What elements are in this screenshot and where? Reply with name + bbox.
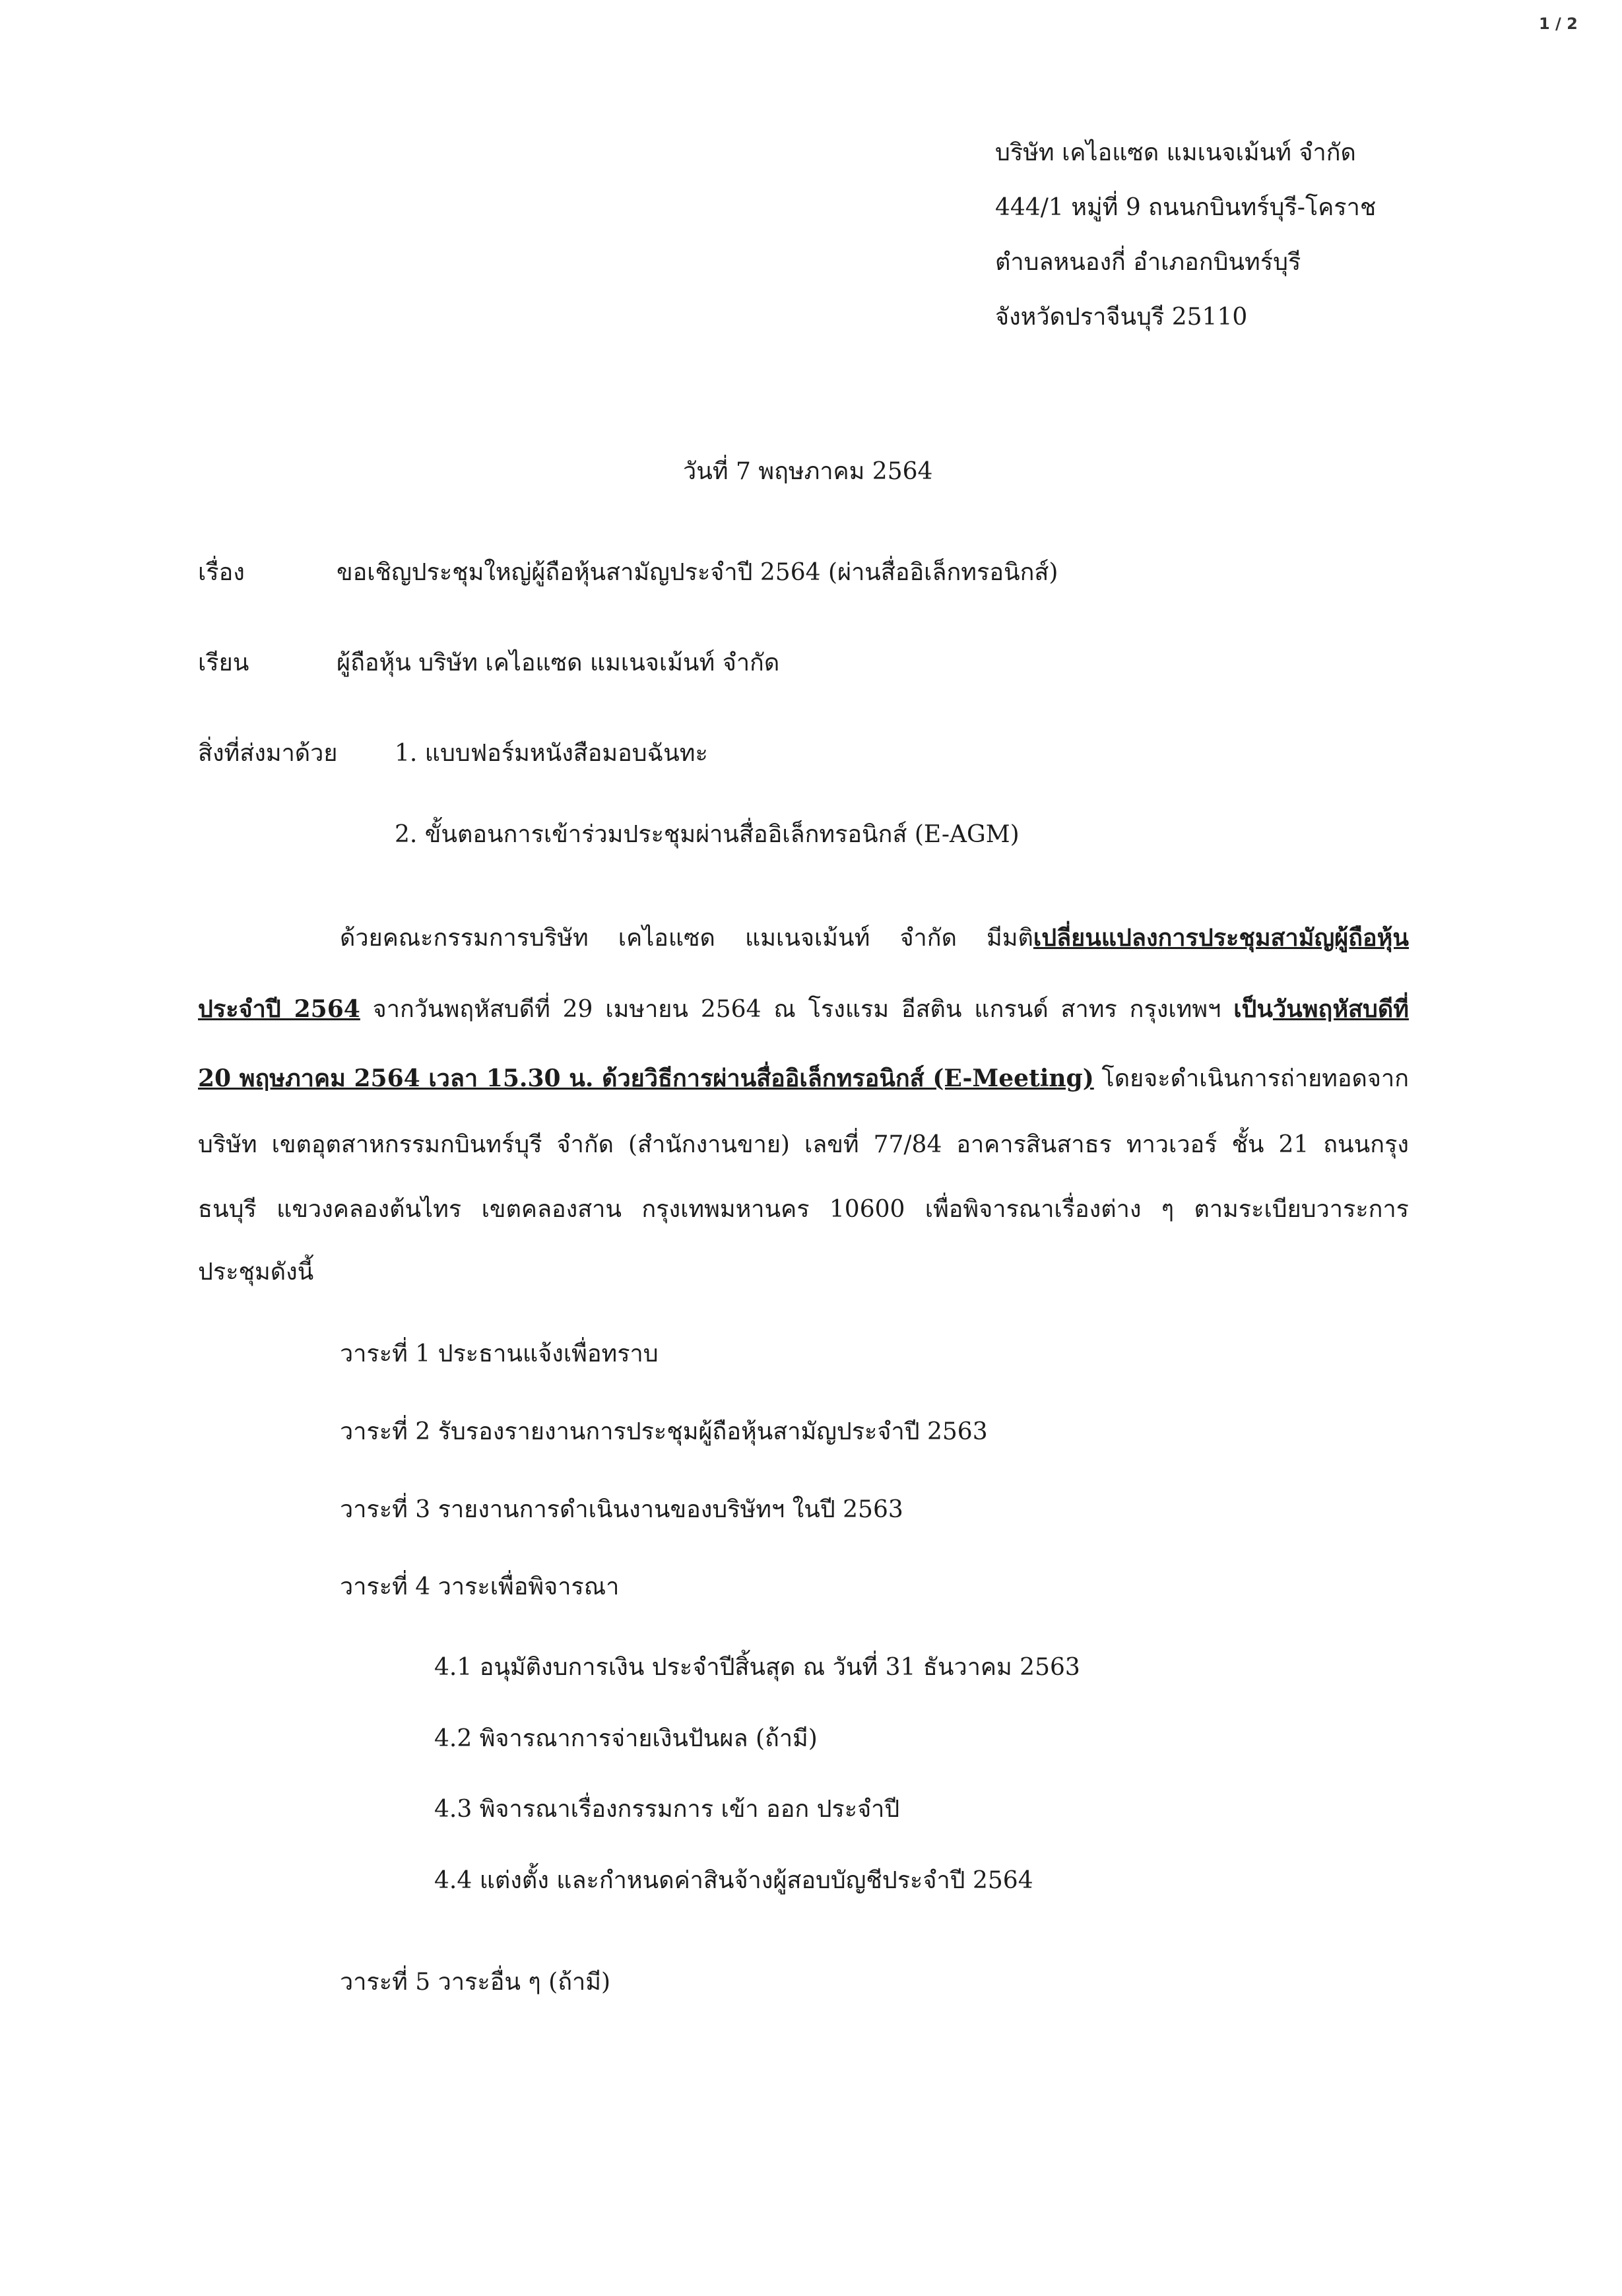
subject-label: เรื่อง: [198, 559, 245, 586]
agenda-subitem-4-1: 4.1 อนุมัติงบการเงิน ประจำปีสิ้นสุด ณ วันที่ 31 ธันวาคม 2563: [434, 1654, 1080, 1681]
body-text: โดยจะดำเนินการถ่ายทอดจาก: [1093, 1065, 1410, 1092]
agenda-subitem-4-3: 4.3 พิจารณาเรื่องกรรมการ เข้า ออก ประจำปี: [434, 1796, 900, 1823]
body-text: จากวันพฤหัสบดีที่ 29 เมษายน 2564 ณ โรงแรม อีสติน แกรนด์ สาทร กรุงเทพฯ: [360, 996, 1234, 1023]
agenda-item-1: วาระที่ 1 ประธานแจ้งเพื่อทราบ: [340, 1340, 659, 1367]
body-emphasis: เป็น: [1233, 995, 1273, 1023]
body-emphasis: วันพฤหัสบดีที่: [1272, 995, 1409, 1023]
enclosure-item: 2. ขั้นตอนการเข้าร่วมประชุมผ่านสื่ออิเล็กทรอนิกส์ (E-AGM): [395, 821, 1020, 848]
enclosures-label: สิ่งที่ส่งมาด้วย: [198, 740, 338, 767]
body-line-1: [340, 919, 1409, 956]
company-name: บริษัท เคไอแซด แมเนจเม้นท์ จำกัด: [995, 139, 1356, 166]
body-emphasis: 20 พฤษภาคม 2564 เวลา 15.30 น. ด้วยวิธีการผ่านสื่ออิเล็กทรอนิกส์ (E-Meeting): [198, 1065, 1094, 1092]
agenda-item-4: วาระที่ 4 วาระเพื่อพิจารณา: [340, 1573, 620, 1600]
agenda-item-2: วาระที่ 2 รับรองรายงานการประชุมผู้ถือหุ้นสามัญประจำปี 2563: [340, 1418, 988, 1445]
body-emphasis: เปลี่ยนแปลงการประชุมสามัญผู้ถือหุ้น: [1033, 924, 1409, 952]
body-line-6: ประชุมดังนี้: [198, 1259, 314, 1286]
enclosure-item: 1. แบบฟอร์มหนังสือมอบฉันทะ: [395, 740, 708, 767]
agenda-item-3: วาระที่ 3 รายงานการดำเนินงานของบริษัทฯ ในปี 2563: [340, 1496, 903, 1523]
body-text: ด้วยคณะกรรมการบริษัท เคไอแซด แมเนจเม้นท์ จำกัด มีมติ: [340, 925, 1033, 952]
page-number: 1 / 2: [1539, 15, 1578, 33]
agenda-item-5: วาระที่ 5 วาระอื่น ๆ (ถ้ามี): [340, 1969, 611, 1996]
body-line-2: [198, 990, 1409, 1028]
subject-text: ขอเชิญประชุมใหญ่ผู้ถือหุ้นสามัญประจำปี 2564 (ผ่านสื่ออิเล็กทรอนิกส์): [337, 559, 1058, 586]
body-line-4: บริษัท เขตอุตสาหกรรมกบินทร์บุรี จำกัด (สำนักงานขาย) เลขที่ 77/84 อาคารสินสาธร ทาวเวอร์ ชั้น 21 ถนนกรุง: [198, 1131, 1409, 1158]
agenda-subitem-4-2: 4.2 พิจารณาการจ่ายเงินปันผล (ถ้ามี): [434, 1725, 818, 1752]
address-line-2: ตำบลหนองกี่ อำเภอกบินทร์บุรี: [995, 249, 1301, 276]
body-line-5: ธนบุรี แขวงคลองต้นไทร เขตคลองสาน กรุงเทพมหานคร 10600 เพื่อพิจารณาเรื่องต่าง ๆ ตามระเบียบวาระการ: [198, 1196, 1409, 1223]
recipient-text: ผู้ถือหุ้น บริษัท เคไอแซด แมเนจเม้นท์ จำกัด: [337, 649, 780, 676]
agenda-subitem-4-4: 4.4 แต่งตั้ง และกำหนดค่าสินจ้างผู้สอบบัญชีประจำปี 2564: [434, 1867, 1033, 1894]
body-emphasis: ประจำปี 2564: [198, 995, 360, 1023]
recipient-label: เรียน: [198, 649, 249, 676]
address-line-1: 444/1 หมู่ที่ 9 ถนนกบินทร์บุรี-โคราช: [995, 194, 1377, 221]
body-line-3: [198, 1059, 1409, 1097]
address-line-3: จังหวัดปราจีนบุรี 25110: [995, 304, 1248, 331]
letter-date: วันที่ 7 พฤษภาคม 2564: [683, 458, 933, 485]
